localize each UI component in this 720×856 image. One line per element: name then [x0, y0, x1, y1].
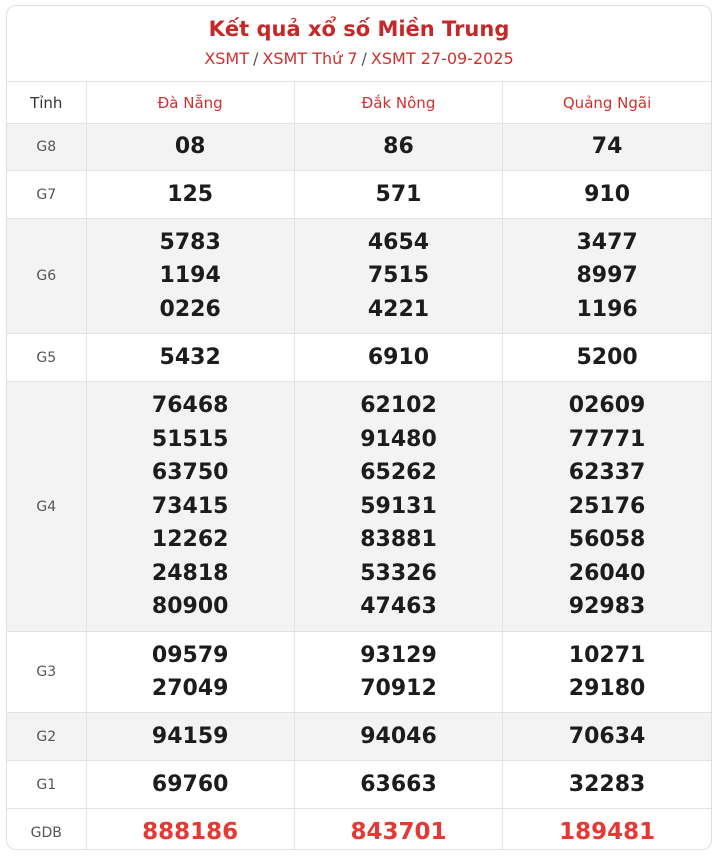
- winning-number: 1194: [159, 263, 221, 289]
- winning-number: 74: [591, 134, 623, 160]
- prize-label: G1: [7, 761, 86, 809]
- winning-number: 69760: [151, 771, 229, 797]
- winning-number: 80900: [151, 594, 229, 620]
- winning-number: 62337: [568, 460, 646, 486]
- prize-cell-gdb-dak-nong: [294, 809, 502, 851]
- winning-number: 63663: [360, 771, 437, 797]
- prize-cell-g8-dak-nong: [294, 124, 502, 171]
- results-card: [6, 5, 712, 850]
- prize-cell-g8-da-nang: [86, 124, 294, 171]
- winning-number: 08: [174, 134, 206, 160]
- winning-number: 5200: [576, 344, 638, 370]
- prize-cell-g2-da-nang: [86, 713, 294, 761]
- prize-label: G4: [7, 382, 86, 632]
- prize-cell-g4-dak-nong: [294, 382, 502, 632]
- winning-number: 571: [375, 181, 422, 207]
- winning-number: 63750: [151, 460, 229, 486]
- province-column-header: Tỉnh: [7, 82, 86, 124]
- winning-number: 26040: [568, 560, 646, 586]
- prize-label: G6: [7, 219, 86, 334]
- winning-number: 125: [167, 181, 214, 207]
- prize-cell-g6-quang-ngai: [503, 219, 711, 334]
- winning-number: 91480: [360, 426, 437, 452]
- prize-row-g6: [7, 219, 711, 334]
- prize-cell-gdb-quang-ngai: [503, 809, 711, 851]
- winning-number: 27049: [151, 676, 229, 701]
- winning-number: 76468: [151, 393, 229, 419]
- prize-cell-g1-quang-ngai: [503, 761, 711, 809]
- winning-number: 94046: [360, 723, 437, 749]
- prize-cell-g5-da-nang: [86, 334, 294, 382]
- prize-cell-g7-dak-nong: [294, 171, 502, 219]
- winning-number: 56058: [568, 527, 646, 553]
- prize-cell-g3-dak-nong: [294, 632, 502, 713]
- winning-number: 51515: [151, 426, 229, 452]
- winning-number: 32283: [568, 771, 646, 797]
- results-table: [7, 82, 711, 850]
- prize-cell-g8-quang-ngai: [503, 124, 711, 171]
- winning-number: 24818: [151, 560, 229, 586]
- prize-label: G7: [7, 171, 86, 219]
- winning-number: 53326: [360, 560, 437, 586]
- winning-number: 86: [383, 134, 414, 160]
- winning-number: 94159: [151, 723, 229, 749]
- winning-number: 8997: [576, 263, 638, 289]
- winning-number: 7515: [367, 263, 430, 289]
- winning-number: 73415: [151, 493, 229, 519]
- prize-row-g5: [7, 334, 711, 382]
- winning-number: 189481: [559, 819, 656, 846]
- breadcrumb-xsmt-weekday[interactable]: XSMT Thứ 7: [262, 49, 358, 68]
- results-header: [7, 6, 711, 82]
- prize-label: G8: [7, 124, 86, 171]
- winning-number: 70912: [360, 676, 437, 701]
- prize-row-gdb: [7, 809, 711, 851]
- prize-cell-g5-dak-nong: [294, 334, 502, 382]
- prize-cell-g4-da-nang: [86, 382, 294, 632]
- winning-number: 4654: [367, 229, 430, 255]
- prize-label: G5: [7, 334, 86, 382]
- province-header-row: [7, 82, 711, 124]
- prize-row-g2: [7, 713, 711, 761]
- results-body: [7, 124, 711, 851]
- winning-number: 3477: [576, 229, 638, 255]
- winning-number: 09579: [151, 642, 229, 668]
- prize-row-g8: [7, 124, 711, 171]
- prize-cell-g4-quang-ngai: [503, 382, 711, 632]
- breadcrumb-xsmt-date[interactable]: XSMT 27-09-2025: [370, 49, 514, 68]
- prize-label: GDB: [7, 809, 86, 851]
- winning-number: 83881: [360, 527, 437, 553]
- winning-number: 77771: [568, 426, 646, 452]
- prize-cell-g2-quang-ngai: [503, 713, 711, 761]
- winning-number: 02609: [568, 393, 646, 419]
- breadcrumb-xsmt[interactable]: XSMT: [204, 49, 250, 68]
- prize-cell-g1-dak-nong: [294, 761, 502, 809]
- prize-cell-g6-da-nang: [86, 219, 294, 334]
- winning-number: 10271: [568, 642, 646, 668]
- province-header-da-nang[interactable]: Đà Nẵng: [86, 82, 294, 124]
- winning-number: 65262: [360, 460, 437, 486]
- winning-number: 62102: [360, 393, 437, 419]
- prize-row-g3: [7, 632, 711, 713]
- prize-cell-g3-da-nang: [86, 632, 294, 713]
- prize-label: G3: [7, 632, 86, 713]
- prize-cell-g7-quang-ngai: [503, 171, 711, 219]
- prize-cell-g5-quang-ngai: [503, 334, 711, 382]
- prize-cell-gdb-da-nang: [86, 809, 294, 851]
- prize-cell-g6-dak-nong: [294, 219, 502, 334]
- prize-cell-g3-quang-ngai: [503, 632, 711, 713]
- prize-cell-g2-dak-nong: [294, 713, 502, 761]
- winning-number: 1196: [576, 296, 638, 322]
- winning-number: 843701: [350, 819, 447, 846]
- winning-number: 92983: [568, 594, 646, 620]
- page-title: Kết quả xổ số Miền Trung: [208, 17, 510, 41]
- breadcrumb-separator: /: [253, 49, 259, 68]
- winning-number: 4221: [367, 296, 430, 322]
- prize-row-g4: [7, 382, 711, 632]
- winning-number: 888186: [142, 819, 239, 846]
- winning-number: 59131: [360, 493, 437, 519]
- province-header-quang-ngai[interactable]: Quảng Ngãi: [503, 82, 711, 124]
- winning-number: 47463: [360, 594, 437, 620]
- prize-cell-g1-da-nang: [86, 761, 294, 809]
- prize-cell-g7-da-nang: [86, 171, 294, 219]
- prize-label: G2: [7, 713, 86, 761]
- winning-number: 0226: [159, 296, 221, 322]
- winning-number: 12262: [151, 527, 229, 553]
- winning-number: 29180: [568, 676, 646, 701]
- winning-number: 25176: [568, 493, 646, 519]
- breadcrumb-separator: /: [361, 49, 367, 68]
- province-header-dak-nong[interactable]: Đắk Nông: [294, 82, 502, 124]
- prize-row-g7: [7, 171, 711, 219]
- winning-number: 6910: [367, 344, 430, 370]
- winning-number: 5432: [159, 344, 221, 370]
- winning-number: 910: [584, 181, 631, 207]
- winning-number: 93129: [360, 642, 437, 668]
- winning-number: 70634: [568, 723, 646, 749]
- prize-row-g1: [7, 761, 711, 809]
- breadcrumb: [7, 49, 711, 69]
- winning-number: 5783: [159, 229, 221, 255]
